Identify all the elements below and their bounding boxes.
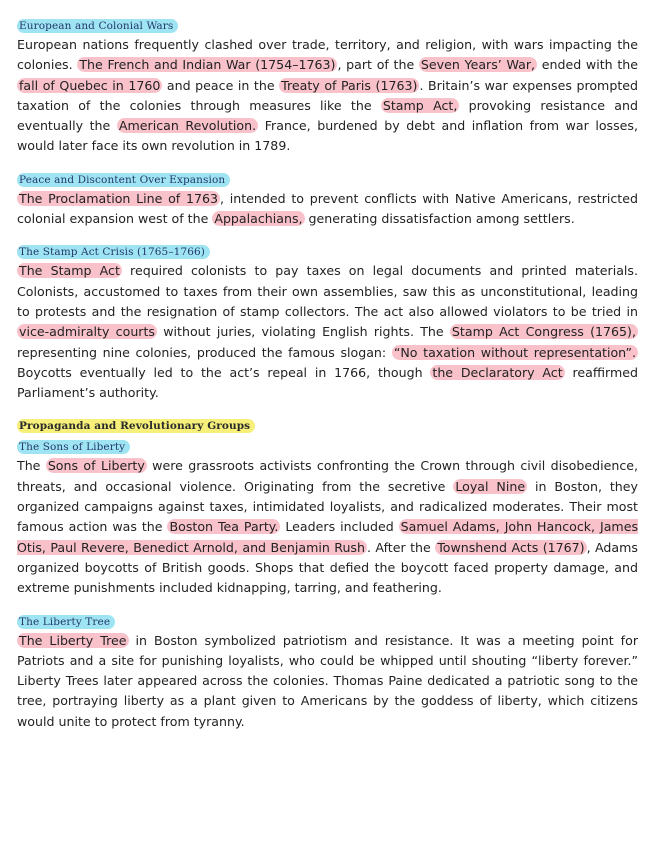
- section-heading: The Liberty Tree: [17, 615, 115, 629]
- paragraph-text: representing nine colonies, produced the famous slogan:: [17, 344, 392, 360]
- highlighted-term: Townshend Acts (1767): [437, 539, 585, 555]
- highlighted-term: Treaty of Paris (1763): [281, 77, 418, 93]
- highlighted-term: fall of Quebec in 1760: [19, 77, 161, 93]
- highlighted-term: Samuel Adams, John Hancock, James Otis, Paul Revere, Benedict Arnold, and Benjamin Rush: [17, 519, 638, 555]
- paragraph-text: , intended to prevent conflicts with Native Americans, restricted colonial expansion west of the: [17, 190, 638, 227]
- paragraph-text: in Boston symbolized patriotism and resistance. It was a meeting point for Patriots and a site for punishing loyalists, who could be whipped until shouting “liberty forever.” Liberty Trees later appeared across the colonies. Thomas Paine dedicated a patriotic song to the tree, portraying liberty as a plant given to Americans by the goddess of liberty, which citizens would unite to protect from tyranny.: [17, 632, 639, 729]
- paragraph-text: generating dissatisfaction among settlers.: [304, 211, 575, 227]
- section-paragraph: [17, 35, 638, 157]
- section: [17, 414, 638, 598]
- highlighted-term: Seven Years’ War,: [420, 57, 536, 73]
- topic-heading: Propaganda and Revolutionary Groups: [17, 419, 255, 433]
- highlighted-term: Stamp Act Congress (1765),: [451, 324, 636, 340]
- highlighted-term: Loyal Nine: [455, 478, 526, 494]
- paragraph-text: in Boston, they organized campaigns against taxes, intimidated loyalists, and radicalized moderates. Their most famous action was the: [17, 478, 638, 535]
- section-heading: Peace and Discontent Over Expansion: [17, 173, 230, 187]
- paragraph-text: . Britain’s war expenses prompted taxation of the colonies through measures like the: [17, 77, 639, 113]
- section: [17, 610, 638, 732]
- section-heading: European and Colonial Wars: [17, 19, 178, 33]
- paragraph-text: provoking resistance and eventually the: [17, 97, 638, 134]
- highlighted-term: the Declaratory Act: [432, 364, 563, 380]
- paragraph-text: without juries, violating English rights. The: [156, 324, 450, 340]
- paragraph-text: , Adams organized boycotts of British goods. Shops that defied the boycott faced property damage, and extreme punishments included kidnapping, tarring, and feathering.: [17, 539, 638, 596]
- section: [17, 240, 638, 403]
- highlighted-term: “No taxation without representation”.: [393, 344, 636, 360]
- paragraph-text: and peace in the: [162, 77, 280, 93]
- section-paragraph: [17, 631, 638, 732]
- section-paragraph: [17, 456, 638, 598]
- paragraph-text: Leaders included: [280, 519, 399, 535]
- section-heading: The Sons of Liberty: [17, 440, 130, 454]
- paragraph-text: were grassroots activists confronting the Crown through civil disobedience, threats, and occasional violence. Originating from the secretive: [17, 458, 638, 494]
- paragraph-text: required colonists to pay taxes on legal documents and printed materials. Colonists, accustomed to taxes from their own assemblies, saw this as unconstitutional, leading to protests and the resignation of stamp collectors. The act also allowed violators to be tried in: [17, 263, 638, 319]
- highlighted-term: Stamp Act,: [382, 97, 458, 113]
- section: [17, 168, 638, 230]
- paragraph-text: ended with the: [537, 57, 638, 73]
- paragraph-text: reaffirmed Parliament’s authority.: [17, 364, 638, 401]
- paragraph-text: Boycotts eventually led to the act’s repeal in 1766, though: [17, 364, 431, 380]
- paragraph-text: . After the: [366, 539, 436, 555]
- highlighted-term: Sons of Liberty: [47, 458, 145, 474]
- section-heading: The Stamp Act Crisis (1765–1766): [17, 245, 210, 259]
- section-paragraph: [17, 261, 638, 403]
- paragraph-text: , part of the: [337, 57, 419, 73]
- section-paragraph: [17, 189, 638, 230]
- highlighted-term: Appalachians,: [214, 211, 303, 227]
- highlighted-term: The French and Indian War (1754–1763): [79, 57, 336, 73]
- paragraph-text: The: [17, 458, 46, 474]
- section: [17, 14, 638, 157]
- paragraph-text: European nations frequently clashed over trade, territory, and religion, with wars impacting the colonies.: [17, 37, 638, 73]
- highlighted-term: vice-admiralty courts: [19, 324, 155, 340]
- highlighted-term: American Revolution.: [118, 118, 257, 134]
- highlighted-term: The Liberty Tree: [19, 632, 127, 648]
- highlighted-term: The Proclamation Line of 1763: [19, 190, 218, 206]
- highlighted-term: The Stamp Act: [19, 263, 120, 279]
- paragraph-text: France, burdened by debt and inflation from war losses, would later face its own revolution in 1789.: [17, 118, 638, 154]
- highlighted-term: Boston Tea Party.: [169, 519, 279, 535]
